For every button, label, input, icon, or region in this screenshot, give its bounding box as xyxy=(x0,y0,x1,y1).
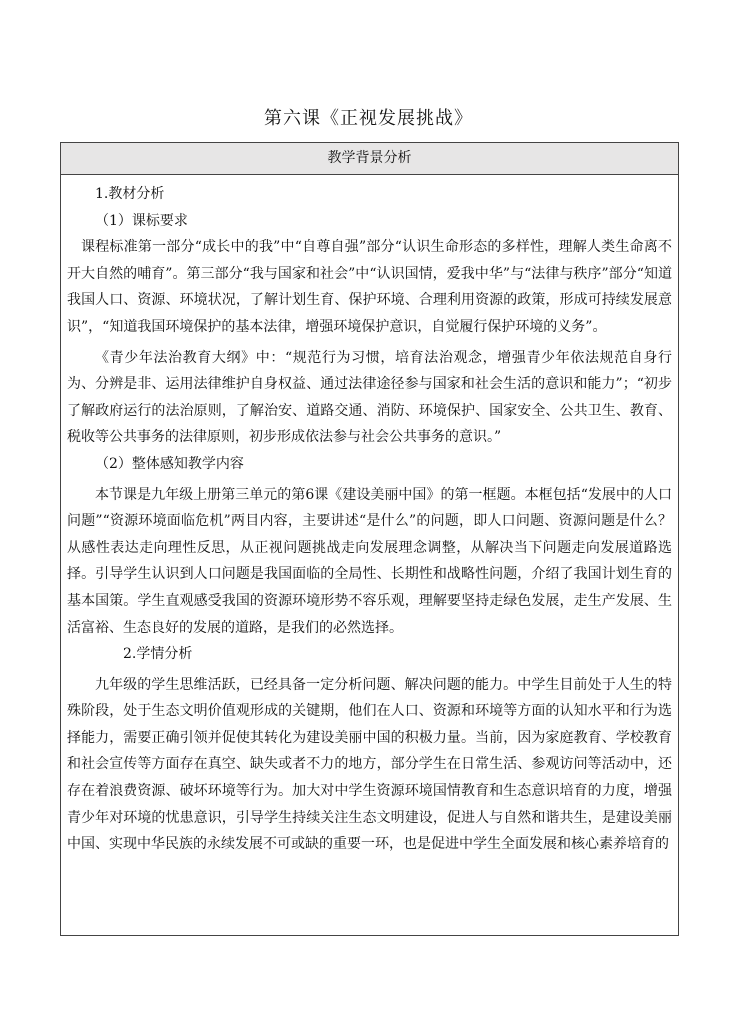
paragraph-curriculum-standard: 课程标准第一部分“成长中的我”中“自尊自强”部分“认识生命形态的多样性，理解人类生命离不开大自然的哺育”。第三部分“我与国家和社会”中“认识国情，爱我中华”与“法律与秩序”部分“知道我国人口、资源、环境状况，了解计划生育、保护环境、合理利用资源的政策，形成可持续发展意识”，“知道我国环境保护的基本法律，增强环境保护意识，自觉履行保护环境的义务”。 xyxy=(67,239,672,335)
lesson-table xyxy=(60,142,679,936)
section-heading-textbook: 1.教材分析 xyxy=(95,186,165,202)
paragraph-law-education: 《青少年法治教育大纲》中：“规范行为习惯，培育法治观念，增强青少年依法规范自身行为、分辨是非、运用法律维护自身权益、通过法律途径参与国家和社会生活的意识和能力”；“初步了解政府运行的法治原则，了解治安、道路交通、消防、环境保护、国家安全、公共卫生、教育、税收等公共事务的法律原则，初步形成依法参与社会公共事务的意识。” xyxy=(67,349,672,446)
subheading-overall: （2）整体感知教学内容 xyxy=(95,455,244,472)
table-content xyxy=(61,175,678,858)
section-heading-students: 2.学情分析 xyxy=(123,646,193,663)
paragraph-lesson-content: 本节课是九年级上册第三单元的第6课《建设美丽中国》的第一框题。本框包括“发展中的人口问题”“资源环境面临危机”两目内容，主要讲述“是什么”的问题，即人口问题、资源问题是什么？从感性表达走向理性反思，从正视问题挑战走向发展理念调整，从解决当下问题走向发展道路选择。引导学生认识到人口问题是我国面临的全局性、长期性和战略性问题，介绍了我国计划生育的基本国策。学生直观感受我国的资源环境形势不容乐观，理解要坚持走绿色发展，走生产发展、生活富裕、生态良好的发展的道路，是我们的必然选择。 xyxy=(67,486,672,636)
paragraph-student-analysis: 九年级的学生思维活跃，已经具备一定分析问题、解决问题的能力。中学生目前处于人生的特殊阶段，处于生态文明价值观形成的关键期，他们在人口、资源和环境等方面的认知水平和行为选择能力，需要正确引领并促使其转化为建设美丽中国的积极力量。当前，因为家庭教育、学校教育和社会宣传等方面存在真空、缺失或者不力的地方，部分学生在日常生活、参观访问等活动中，还存在着浪费资源、破坏环境等行为。加大对中学生资源环境国情教育和生态意识培育的力度，增强青少年对环境的忧患意识，引导学生持续关注生态文明建设，促进人与自然和谐共生，是建设美丽中国、实现中华民族的永续发展不可或缺的重要一环，也是促进中学生全面发展和核心素养培育的 xyxy=(67,676,672,853)
subheading-curriculum: （1）课标要求 xyxy=(95,212,188,229)
table-header: 教学背景分析 xyxy=(61,143,678,175)
page-title: 第六课《正视发展挑战》 xyxy=(264,108,473,129)
